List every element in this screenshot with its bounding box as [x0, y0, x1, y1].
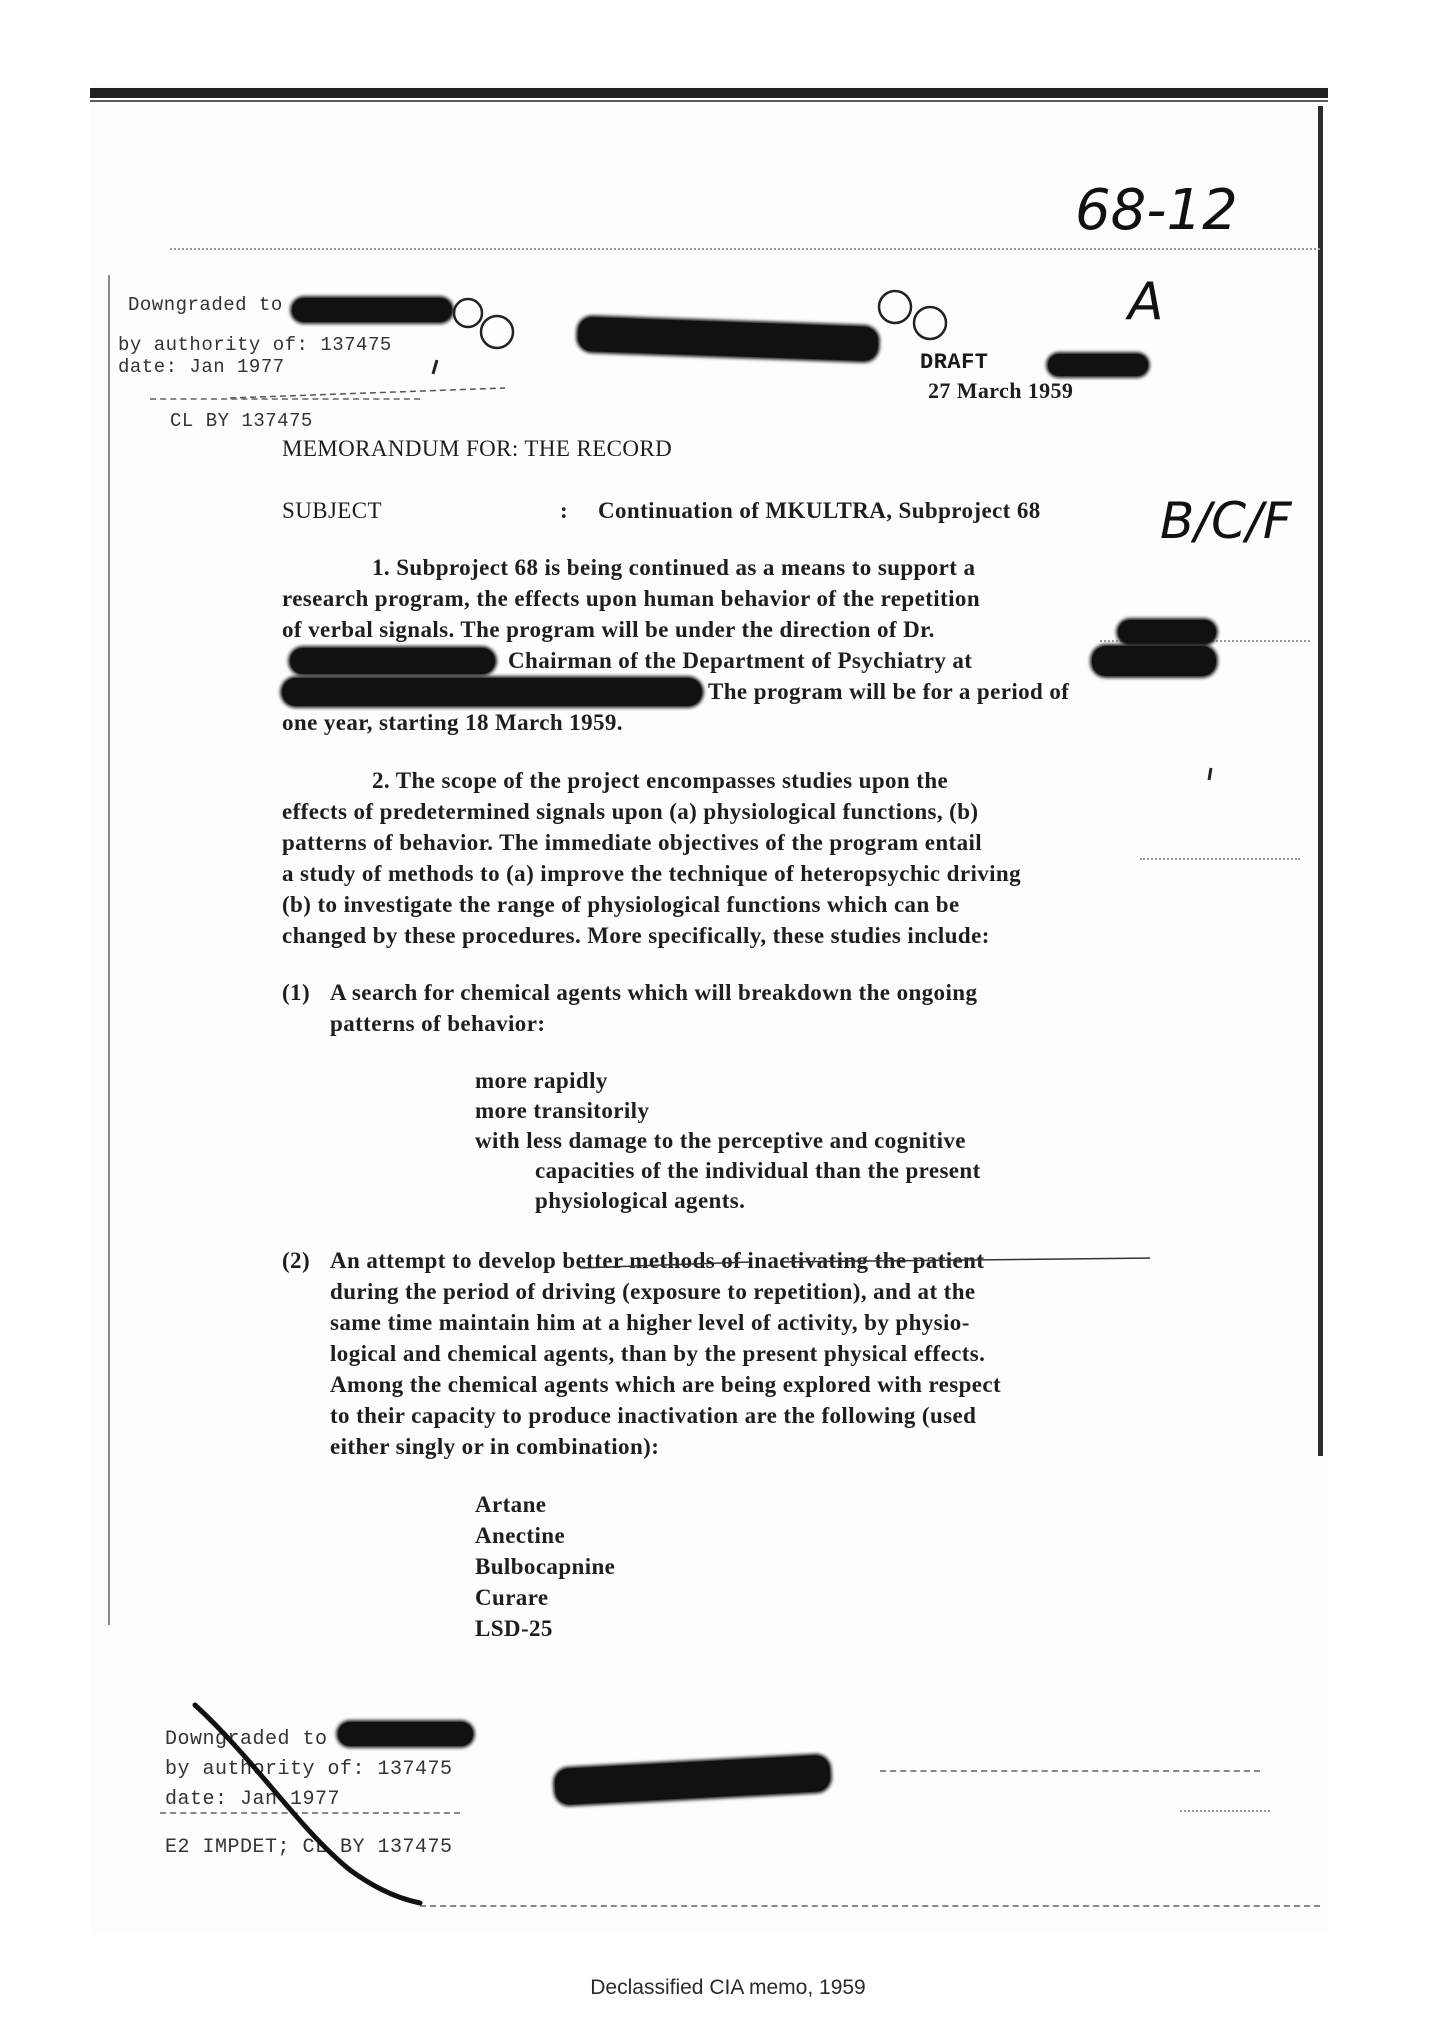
punch-hole-circle	[481, 316, 513, 348]
handwritten-file-number: 68-12	[1075, 178, 1238, 243]
chemical-agent: Artane	[475, 1492, 547, 1517]
item1-line: A search for chemical agents which will breakdown the ongoing	[330, 980, 978, 1005]
item2-line: during the period of driving (exposure to repetition), and at the	[330, 1279, 976, 1304]
item1-number: (1)	[282, 980, 311, 1005]
chemical-agent: Curare	[475, 1585, 549, 1610]
item2-line: same time maintain him at a higher level of activity, by physio-	[330, 1310, 970, 1335]
subject-label: SUBJECT	[282, 498, 382, 523]
punch-hole-circle	[879, 291, 911, 323]
paragraph2-line: a study of methods to (a) improve the technique of heteropsychic driving	[282, 861, 1022, 886]
footer-stamp-line2: by authority of: 137475	[165, 1758, 453, 1781]
header-stamp-line3: date: Jan 1977	[118, 356, 285, 378]
footer-stamp-line3: date: Jan 1977	[165, 1788, 341, 1811]
item2-line: logical and chemical agents, than by the present physical effects.	[330, 1341, 986, 1366]
footer-stamp-line4: E2 IMPDET; CL BY 137475	[165, 1836, 453, 1859]
draft-label: DRAFT	[920, 350, 989, 375]
punch-hole-circle	[914, 307, 946, 339]
image-caption: Declassified CIA memo, 1959	[590, 1976, 866, 1999]
chemical-agent: LSD-25	[475, 1616, 553, 1641]
draft-date: 27 March 1959	[928, 378, 1074, 403]
item1-sublist-item: with less damage to the perceptive and cognitive	[475, 1128, 966, 1153]
paragraph1-line: The program will be for a period of	[708, 679, 1070, 704]
item1-sublist-item: more transitorily	[475, 1098, 650, 1123]
handwritten-routing: B/C/F	[1160, 492, 1292, 550]
item2-line: either singly or in combination):	[330, 1434, 660, 1459]
item2-line: to their capacity to produce inactivation are the following (used	[330, 1403, 977, 1428]
paragraph2-line: effects of predetermined signals upon (a) physiological functions, (b)	[282, 799, 979, 824]
item1-line: patterns of behavior:	[330, 1011, 546, 1036]
footer-stamp-line1: Downgraded to	[165, 1728, 328, 1751]
chemical-agent: Bulbocapnine	[475, 1554, 616, 1579]
subject-value: Continuation of MKULTRA, Subproject 68	[598, 498, 1041, 523]
header-stamp-line1: Downgraded to	[128, 294, 283, 316]
item2-line: An attempt to develop better methods of inactivating the patient	[330, 1248, 985, 1273]
memo-for: MEMORANDUM FOR: THE RECORD	[282, 436, 673, 461]
paragraph1-line: research program, the effects upon human behavior of the repetition	[282, 586, 981, 611]
paragraph1-line: Chairman of the Department of Psychiatry at	[508, 648, 973, 673]
margin-tick	[433, 360, 437, 374]
header-stamp-line4: CL BY 137475	[170, 410, 313, 432]
paragraph2-line: (b) to investigate the range of physiological functions which can be	[282, 892, 960, 917]
chemical-agent: Anectine	[475, 1523, 566, 1548]
pen-stroke	[195, 1705, 420, 1903]
handwritten-underline	[580, 1258, 1150, 1268]
paragraph1-line: of verbal signals. The program will be under the direction of Dr.	[282, 617, 935, 642]
paragraph1-line: one year, starting 18 March 1959.	[282, 710, 623, 735]
paragraph2-line: 2. The scope of the project encompasses studies upon the	[372, 768, 949, 793]
margin-tick	[1209, 768, 1211, 780]
paragraph1-line: 1. Subproject 68 is being continued as a means to support a	[372, 555, 976, 580]
subject-colon: :	[560, 498, 569, 523]
item1-sublist-item: more rapidly	[475, 1068, 608, 1093]
item1-sublist-item: physiological agents.	[535, 1188, 746, 1213]
paragraph2-line: patterns of behavior. The immediate objectives of the program entail	[282, 830, 983, 855]
header-stamp-line2: by authority of: 137475	[118, 334, 392, 356]
stamp-strike-line	[230, 388, 505, 398]
item1-sublist-item: capacities of the individual than the present	[535, 1158, 981, 1183]
paragraph2-line: changed by these procedures. More specifically, these studies include:	[282, 923, 990, 948]
handwritten-letter: A	[1128, 272, 1164, 332]
punch-hole-circle	[454, 299, 482, 327]
item2-number: (2)	[282, 1248, 311, 1273]
item2-line: Among the chemical agents which are being explored with respect	[330, 1372, 1002, 1397]
